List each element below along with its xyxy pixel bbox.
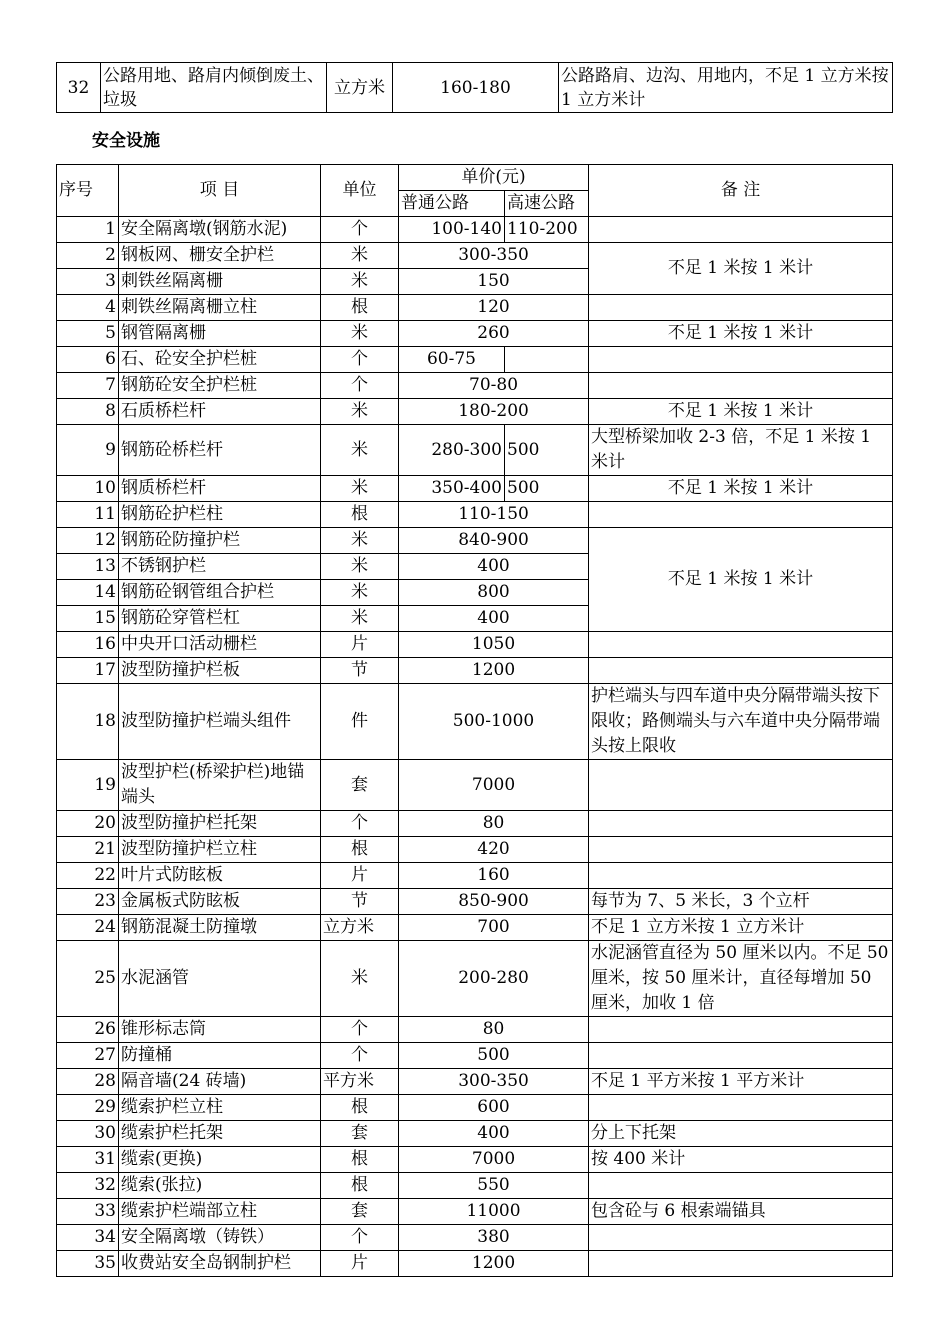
price-cell: 260: [399, 321, 589, 347]
price-cell: 850-900: [399, 889, 589, 915]
unit-cell: 米: [321, 528, 399, 554]
normal-price-cell: 280-300: [399, 425, 505, 476]
item-name: 钢筋砼防撞护栏: [119, 528, 321, 554]
note-cell: 不足 1 米按 1 米计: [589, 399, 893, 425]
price-cell: 80: [399, 1017, 589, 1043]
table-row: [57, 632, 893, 658]
unit-cell: 米: [321, 425, 399, 476]
note-cell: [589, 217, 893, 243]
note-cell: 不足 1 米按 1 米计: [589, 243, 893, 295]
row-number: 31: [57, 1147, 119, 1173]
item-name: 缆索(更换): [119, 1147, 321, 1173]
price-cell: 1050: [399, 632, 589, 658]
note-cell: 按 400 米计: [589, 1147, 893, 1173]
item-name: 中央开口活动栅栏: [119, 632, 321, 658]
note-cell: [589, 502, 893, 528]
price-cell: 110-150: [399, 502, 589, 528]
note-cell: 包含砼与 6 根索端锚具: [589, 1199, 893, 1225]
normal-price-cell: 350-400: [399, 476, 505, 502]
unit-cell: 个: [321, 1043, 399, 1069]
row-number: 33: [57, 1199, 119, 1225]
price-cell: 150: [399, 269, 589, 295]
item-name: 波型防撞护栏端头组件: [119, 684, 321, 760]
price-cell: 700: [399, 915, 589, 941]
note-cell: [589, 1251, 893, 1277]
item-name: 防撞桶: [119, 1043, 321, 1069]
note-cell: 不足 1 米按 1 米计: [589, 321, 893, 347]
item-name: 缆索(张拉): [119, 1173, 321, 1199]
item-name: 收费站安全岛钢制护栏: [119, 1251, 321, 1277]
price-cell: 800: [399, 580, 589, 606]
row-number: 28: [57, 1069, 119, 1095]
item-name: 叶片式防眩板: [119, 863, 321, 889]
row-number: 18: [57, 684, 119, 760]
unit-cell: 平方米: [321, 1069, 399, 1095]
unit-cell: 米: [321, 476, 399, 502]
item-name: 缆索护栏托架: [119, 1121, 321, 1147]
table-row: [57, 373, 893, 399]
normal-price-cell: 60-75: [399, 347, 505, 373]
price-cell: 300-350: [399, 1069, 589, 1095]
unit-cell: 米: [321, 580, 399, 606]
row-number: 24: [57, 915, 119, 941]
note-cell: [589, 1043, 893, 1069]
unit-cell: 米: [321, 243, 399, 269]
item-name: 不锈钢护栏: [119, 554, 321, 580]
header-price: 单价(元): [399, 165, 589, 191]
item-name: 波型护栏(桥梁护栏)地锚端头: [119, 760, 321, 811]
price-cell: 600: [399, 1095, 589, 1121]
table-row: [57, 811, 893, 837]
table-row: [57, 399, 893, 425]
item-name: 安全隔离墩（铸铁）: [119, 1225, 321, 1251]
unit-cell: 片: [321, 632, 399, 658]
table-row: [57, 1173, 893, 1199]
item-name: 钢筋砼护栏柱: [119, 502, 321, 528]
table-row: [57, 243, 893, 269]
row-number: 32: [57, 1173, 119, 1199]
item-name: 石、砼安全护栏桩: [119, 347, 321, 373]
unit-cell: 个: [321, 1017, 399, 1043]
unit-cell: 根: [321, 502, 399, 528]
row-number: 2: [57, 243, 119, 269]
table-row: [57, 837, 893, 863]
price-cell: 400: [399, 1121, 589, 1147]
price-cell: 120: [399, 295, 589, 321]
price-cell: 180-200: [399, 399, 589, 425]
price-cell: 80: [399, 811, 589, 837]
price-cell: 160: [399, 863, 589, 889]
note-cell: [589, 863, 893, 889]
unit-cell: 片: [321, 1251, 399, 1277]
unit-cell: 根: [321, 1147, 399, 1173]
table-row: [57, 63, 893, 113]
note-cell: 不足 1 立方米按 1 立方米计: [589, 915, 893, 941]
price-cell: 200-280: [399, 941, 589, 1017]
table-row: [57, 321, 893, 347]
section-title: 安全设施: [92, 131, 160, 151]
unit-cell: 片: [321, 863, 399, 889]
row-number: 29: [57, 1095, 119, 1121]
row-number: 25: [57, 941, 119, 1017]
table-row: [57, 1147, 893, 1173]
item-name: 刺铁丝隔离栅立柱: [119, 295, 321, 321]
unit-cell: 个: [321, 1225, 399, 1251]
header-item: 项 目: [119, 165, 321, 217]
item-name: 波型防撞护栏立柱: [119, 837, 321, 863]
row-number: 6: [57, 347, 119, 373]
note-cell: [589, 373, 893, 399]
note-cell: 水泥涵管直径为 50 厘米以内。不足 50 厘米，按 50 厘米计，直径每增加 50 厘米，加收 1 倍: [589, 941, 893, 1017]
unit-cell: 节: [321, 889, 399, 915]
unit-cell: 个: [321, 347, 399, 373]
note-cell: 每节为 7、5 米长，3 个立杆: [589, 889, 893, 915]
note-cell: [589, 1173, 893, 1199]
table-row: [57, 1095, 893, 1121]
unit-cell: 根: [321, 1095, 399, 1121]
note-cell: 公路路肩、边沟、用地内，不足 1 立方米按 1 立方米计: [559, 63, 893, 113]
item-name: 波型防撞护栏托架: [119, 811, 321, 837]
row-number: 5: [57, 321, 119, 347]
row-number: 21: [57, 837, 119, 863]
price-cell: 160-180: [393, 63, 559, 113]
header-row: [57, 165, 893, 191]
unit-cell: 米: [321, 606, 399, 632]
express-price-cell: 500: [505, 425, 589, 476]
table-row: [57, 425, 893, 476]
price-cell: 400: [399, 554, 589, 580]
item-name: 钢质桥栏杆: [119, 476, 321, 502]
unit-cell: 件: [321, 684, 399, 760]
price-cell: 70-80: [399, 373, 589, 399]
item-name: 刺铁丝隔离栅: [119, 269, 321, 295]
unit-cell: 根: [321, 1173, 399, 1199]
unit-cell: 米: [321, 554, 399, 580]
header-normal-road: 普通公路: [399, 191, 505, 217]
note-cell: 不足 1 平方米按 1 平方米计: [589, 1069, 893, 1095]
item-name: 钢管隔离栅: [119, 321, 321, 347]
price-cell: 500-1000: [399, 684, 589, 760]
item-name: 钢板网、栅安全护栏: [119, 243, 321, 269]
note-cell: 大型桥梁加收 2-3 倍，不足 1 米按 1 米计: [589, 425, 893, 476]
unit-cell: 个: [321, 373, 399, 399]
row-number: 26: [57, 1017, 119, 1043]
note-cell: 护栏端头与四车道中央分隔带端头按下限收；路侧端头与六车道中央分隔带端头按上限收: [589, 684, 893, 760]
note-cell: [589, 658, 893, 684]
note-cell: 不足 1 米按 1 米计: [589, 476, 893, 502]
table-row: [57, 217, 893, 243]
unit-cell: 套: [321, 1199, 399, 1225]
table-row: [57, 915, 893, 941]
table-row: [57, 941, 893, 1017]
table-row: [57, 1043, 893, 1069]
item-name: 钢筋砼桥栏杆: [119, 425, 321, 476]
header-no: 序号: [57, 165, 119, 217]
price-cell: 400: [399, 606, 589, 632]
table-row: [57, 1225, 893, 1251]
price-cell: 550: [399, 1173, 589, 1199]
table-row: [57, 1199, 893, 1225]
row-number: 17: [57, 658, 119, 684]
continuation-table: [56, 62, 893, 113]
note-cell: [589, 1095, 893, 1121]
row-number: 15: [57, 606, 119, 632]
note-cell: [589, 760, 893, 811]
price-cell: 11000: [399, 1199, 589, 1225]
table-row: [57, 347, 893, 373]
unit-cell: 米: [321, 269, 399, 295]
item-name: 锥形标志筒: [119, 1017, 321, 1043]
price-cell: 7000: [399, 760, 589, 811]
row-number: 30: [57, 1121, 119, 1147]
item-name: 缆索护栏立柱: [119, 1095, 321, 1121]
unit-cell: 立方米: [327, 63, 393, 113]
unit-cell: 个: [321, 811, 399, 837]
row-number: 10: [57, 476, 119, 502]
unit-cell: 米: [321, 321, 399, 347]
unit-cell: 节: [321, 658, 399, 684]
row-number: 22: [57, 863, 119, 889]
note-cell: [589, 347, 893, 373]
item-name: 缆索护栏端部立柱: [119, 1199, 321, 1225]
row-number: 14: [57, 580, 119, 606]
header-unit: 单位: [321, 165, 399, 217]
express-price-cell: 500: [505, 476, 589, 502]
unit-cell: 米: [321, 941, 399, 1017]
note-cell: [589, 837, 893, 863]
row-number: 4: [57, 295, 119, 321]
item-name: 金属板式防眩板: [119, 889, 321, 915]
price-cell: 1200: [399, 658, 589, 684]
row-number: 8: [57, 399, 119, 425]
row-number: 34: [57, 1225, 119, 1251]
table-row: [57, 684, 893, 760]
row-number: 7: [57, 373, 119, 399]
row-number: 23: [57, 889, 119, 915]
table-row: [57, 863, 893, 889]
price-cell: 420: [399, 837, 589, 863]
item-name: 钢筋砼安全护栏桩: [119, 373, 321, 399]
item-name: 波型防撞护栏板: [119, 658, 321, 684]
table-row: [57, 528, 893, 554]
row-number: 16: [57, 632, 119, 658]
price-cell: 300-350: [399, 243, 589, 269]
header-expressway: 高速公路: [505, 191, 589, 217]
table-row: [57, 760, 893, 811]
table-row: [57, 889, 893, 915]
item-name: 石质桥栏杆: [119, 399, 321, 425]
row-number: 1: [57, 217, 119, 243]
unit-cell: 根: [321, 837, 399, 863]
item-name: 隔音墙(24 砖墙): [119, 1069, 321, 1095]
row-number: 9: [57, 425, 119, 476]
unit-cell: 根: [321, 295, 399, 321]
row-number: 13: [57, 554, 119, 580]
table-row: [57, 658, 893, 684]
unit-cell: 套: [321, 1121, 399, 1147]
row-number: 32: [57, 63, 101, 113]
item-name: 公路用地、路肩内倾倒废土、垃圾: [101, 63, 327, 113]
table-row: [57, 295, 893, 321]
note-cell: [589, 295, 893, 321]
row-number: 3: [57, 269, 119, 295]
price-cell: 500: [399, 1043, 589, 1069]
express-price-cell: [505, 347, 589, 373]
normal-price-cell: 100-140: [399, 217, 505, 243]
note-cell: 不足 1 米按 1 米计: [589, 528, 893, 632]
price-cell: 7000: [399, 1147, 589, 1173]
table-row: [57, 1017, 893, 1043]
row-number: 35: [57, 1251, 119, 1277]
price-cell: 840-900: [399, 528, 589, 554]
note-cell: [589, 632, 893, 658]
table-row: [57, 1069, 893, 1095]
note-cell: [589, 1017, 893, 1043]
express-price-cell: 110-200: [505, 217, 589, 243]
item-name: 钢筋混凝土防撞墩: [119, 915, 321, 941]
row-number: 20: [57, 811, 119, 837]
table-row: [57, 502, 893, 528]
unit-cell: 套: [321, 760, 399, 811]
unit-cell: 个: [321, 217, 399, 243]
item-name: 钢筋砼钢管组合护栏: [119, 580, 321, 606]
note-cell: [589, 811, 893, 837]
row-number: 27: [57, 1043, 119, 1069]
row-number: 11: [57, 502, 119, 528]
row-number: 19: [57, 760, 119, 811]
table-row: [57, 476, 893, 502]
note-cell: 分上下托架: [589, 1121, 893, 1147]
table-row: [57, 1251, 893, 1277]
table-row: [57, 1121, 893, 1147]
row-number: 12: [57, 528, 119, 554]
item-name: 安全隔离墩(钢筋水泥): [119, 217, 321, 243]
price-cell: 380: [399, 1225, 589, 1251]
unit-cell: 立方米: [321, 915, 399, 941]
item-name: 钢筋砼穿管栏杠: [119, 606, 321, 632]
note-cell: [589, 1225, 893, 1251]
safety-facilities-table: [56, 164, 893, 1277]
price-cell: 1200: [399, 1251, 589, 1277]
unit-cell: 米: [321, 399, 399, 425]
item-name: 水泥涵管: [119, 941, 321, 1017]
header-note: 备 注: [589, 165, 893, 217]
